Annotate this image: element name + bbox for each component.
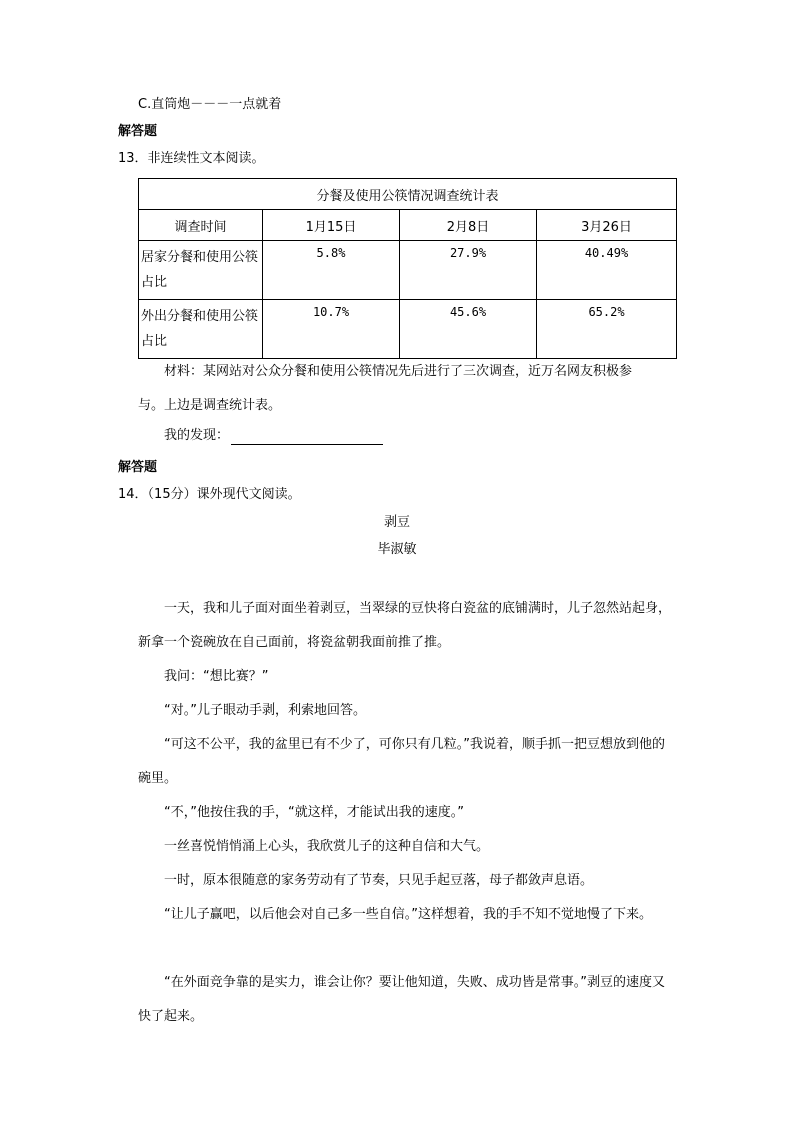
story-paragraph: 一时，原本很随意的家务劳动有了节奏，只见手起豆落，母子都敛声息语。 (164, 873, 594, 888)
material-line-1: 材料：某网站对公众分餐和使用公筷情况先后进行了三次调查，近万名网友积极参 (164, 364, 633, 379)
survey-table (138, 178, 677, 359)
table-row (139, 241, 677, 300)
story-paragraph: 一天，我和儿子面对面坐着剥豆，当翠绿的豆快将白瓷盆的底铺满时，儿子忽然站起身，新拿一个瓷碗放在自己面前，将瓷盆朝我面前推了推。 (138, 601, 672, 650)
table-title: 分餐及使用公筷情况调查统计表 (139, 179, 677, 210)
table-cell: 40.49% (537, 241, 677, 300)
story-paragraph: “不，”他按住我的手，“就这样，才能试出我的速度。” (164, 805, 464, 820)
table-cell: 27.9% (400, 241, 537, 300)
story-title: 剥豆 (383, 515, 410, 530)
table-cell: 10.7% (263, 300, 400, 359)
section-heading: 解答题 (118, 124, 158, 139)
finding-row (164, 427, 383, 445)
table-header-cell: 1月15日 (263, 210, 400, 241)
table-row (139, 300, 677, 359)
table-cell: 45.6% (400, 300, 537, 359)
question-14-title: 14．（15分）课外现代文阅读。 (118, 487, 301, 502)
story-paragraph: “对。”儿子眼动手剥，利索地回答。 (164, 703, 366, 718)
option-c: C.直筒炮－－－一点就着 (138, 97, 282, 112)
answer-blank[interactable] (231, 430, 383, 445)
table-title-row (139, 179, 677, 210)
table-cell: 5.8% (263, 241, 400, 300)
story-author: 毕淑敏 (377, 542, 417, 557)
story-paragraph: 一丝喜悦悄悄涌上心头，我欣赏儿子的这种自信和大气。 (164, 839, 490, 854)
story-paragraph: “可这不公平，我的盆里已有不少了，可你只有几粒。”我说着，顺手抓一把豆想放到他的碗里。 (138, 737, 665, 786)
table-header-cell: 3月26日 (537, 210, 677, 241)
table-header-cell: 调查时间 (139, 210, 263, 241)
row-label: 外出分餐和使用公筷占比 (139, 300, 263, 359)
section-heading: 解答题 (118, 460, 158, 475)
story-paragraph: “在外面竞争靠的是实力，谁会让你？要让他知道，失败、成功皆是常事。”剥豆的速度又快了起来。 (138, 975, 665, 1024)
story-paragraph: “让儿子赢吧，以后他会对自己多一些自信。”这样想着，我的手不知不觉地慢了下来。 (164, 907, 652, 922)
question-13-title: 13．非连续性文本阅读。 (118, 151, 265, 166)
table-cell: 65.2% (537, 300, 677, 359)
table-header-row (139, 210, 677, 241)
material-line-2: 与。上边是调查统计表。 (138, 398, 282, 413)
row-label: 居家分餐和使用公筷占比 (139, 241, 263, 300)
finding-label: 我的发现： (164, 428, 230, 443)
story-paragraph: 我问：“想比赛？” (164, 669, 269, 684)
table-header-cell: 2月8日 (400, 210, 537, 241)
